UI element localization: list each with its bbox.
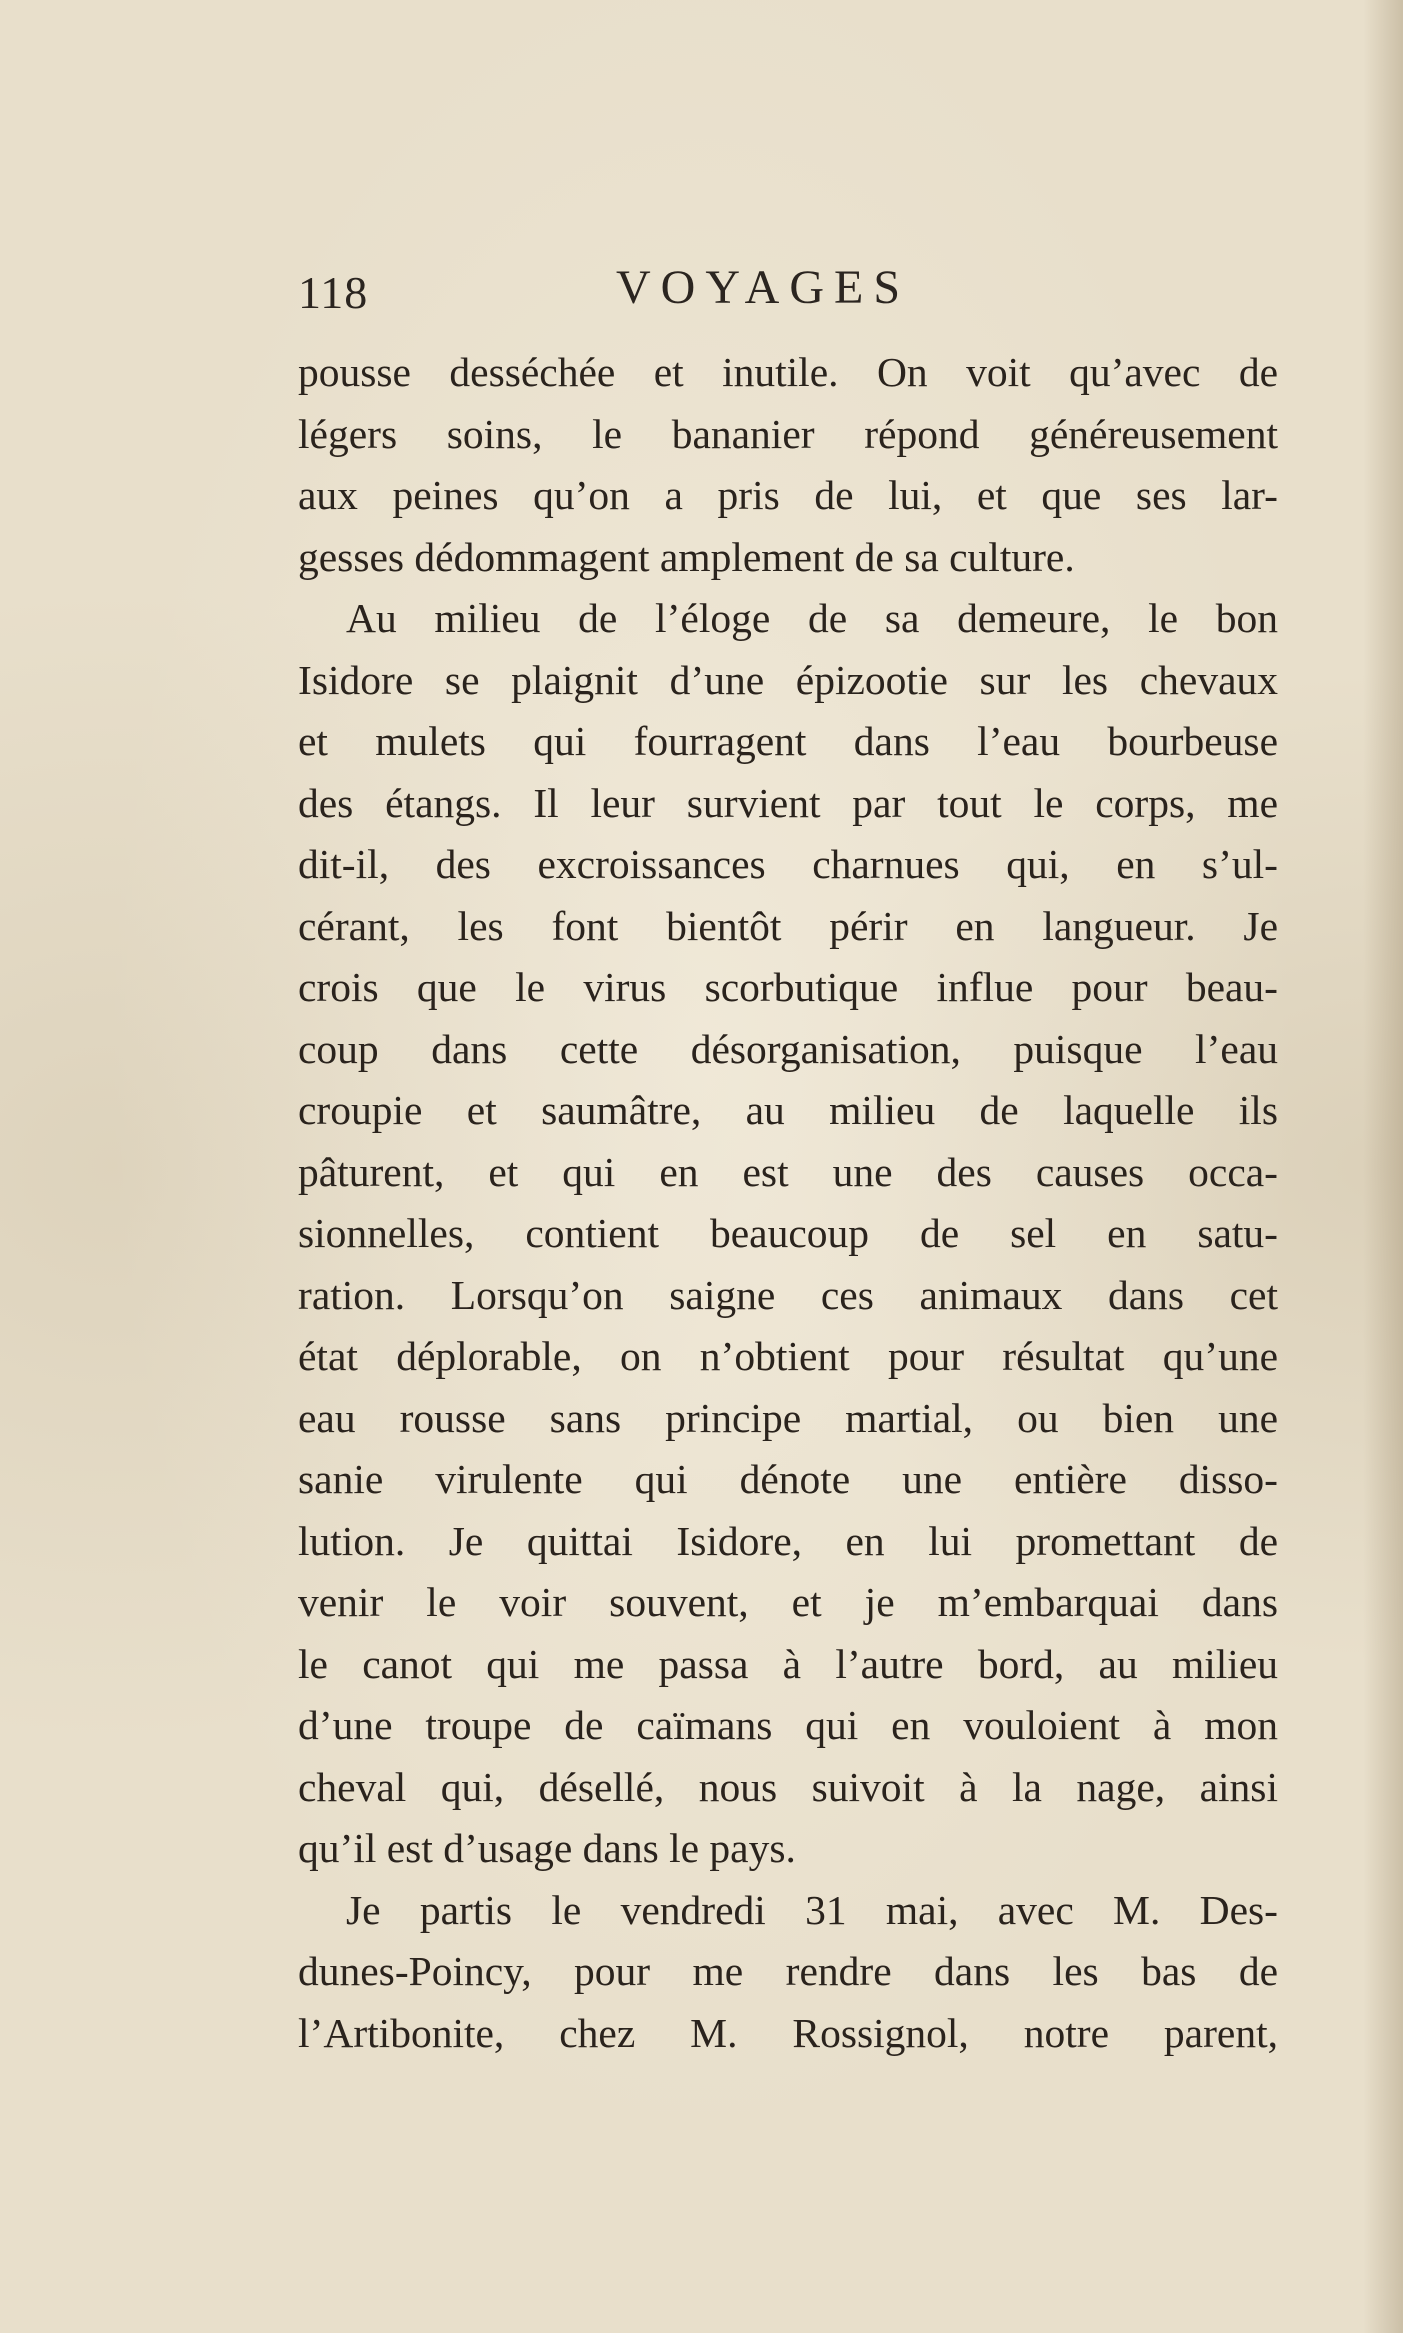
text-line: pâturent, et qui en est une des causes occa- [298,1148,1278,1195]
text-line: sanie virulente qui dénote une entière disso- [298,1456,1278,1502]
text-line: eau rousse sans principe martial, ou bien une [298,1394,1278,1441]
text-line: ration. Lorsqu’on saigne ces animaux dans cet [298,1271,1278,1318]
text-line: état déplorable, on n’obtient pour résultat qu’une [298,1333,1278,1379]
text-line: cérant, les font bientôt périr en langueur. Je [298,902,1278,949]
text-line: lution. Je quittai Isidore, en lui promettant de [298,1517,1278,1564]
text-line: sionnelles, contient beaucoup de sel en satu- [298,1210,1278,1256]
text-line: gesses dédommagent amplement de sa culture. [298,533,1075,580]
text-line: crois que le virus scorbutique influe pour beau- [298,964,1278,1010]
text-line: des étangs. Il leur survient par tout le corps, me [298,779,1278,826]
text-line: et mulets qui fourragent dans l’eau bourbeuse [298,718,1278,764]
running-title: VOYAGES [616,261,911,314]
text-line: cheval qui, désellé, nous suivoit à la nage, ainsi [298,1763,1278,1810]
text-line: dit-il, des excroissances charnues qui, en s’ul- [298,841,1278,887]
text-line: pousse desséchée et inutile. On voit qu’avec de [298,349,1278,395]
text-line: d’une troupe de caïmans qui en vouloient à mon [298,1702,1278,1748]
text-line: Isidore se plaignit d’une épizootie sur les chevaux [298,656,1278,703]
text-line: Au milieu de l’éloge de sa demeure, le bon [346,595,1278,641]
text-line: qu’il est d’usage dans le pays. [298,1825,796,1871]
text-line: coup dans cette désorganisation, puisque l’eau [298,1025,1278,1072]
text-line: dunes-Poincy, pour me rendre dans les bas de [298,1948,1278,1994]
text-line: aux peines qu’on a pris de lui, et que ses lar- [298,472,1278,518]
text-line: Je partis le vendredi 31 mai, avec M. Des- [346,1886,1278,1933]
page-number: 118 [298,267,369,318]
text-line: venir le voir souvent, et je m’embarquai dans [298,1579,1278,1625]
text-line: légers soins, le bananier répond généreusement [298,410,1278,457]
body-text [298,342,1278,2064]
text-line: l’Artibonite, chez M. Rossignol, notre parent, [298,2009,1278,2056]
text-line: le canot qui me passa à l’autre bord, au milieu [298,1640,1278,1687]
page-edge-shadow [1363,0,1403,2333]
text-line: croupie et saumâtre, au milieu de laquelle ils [298,1087,1278,1133]
running-header [298,260,1276,330]
